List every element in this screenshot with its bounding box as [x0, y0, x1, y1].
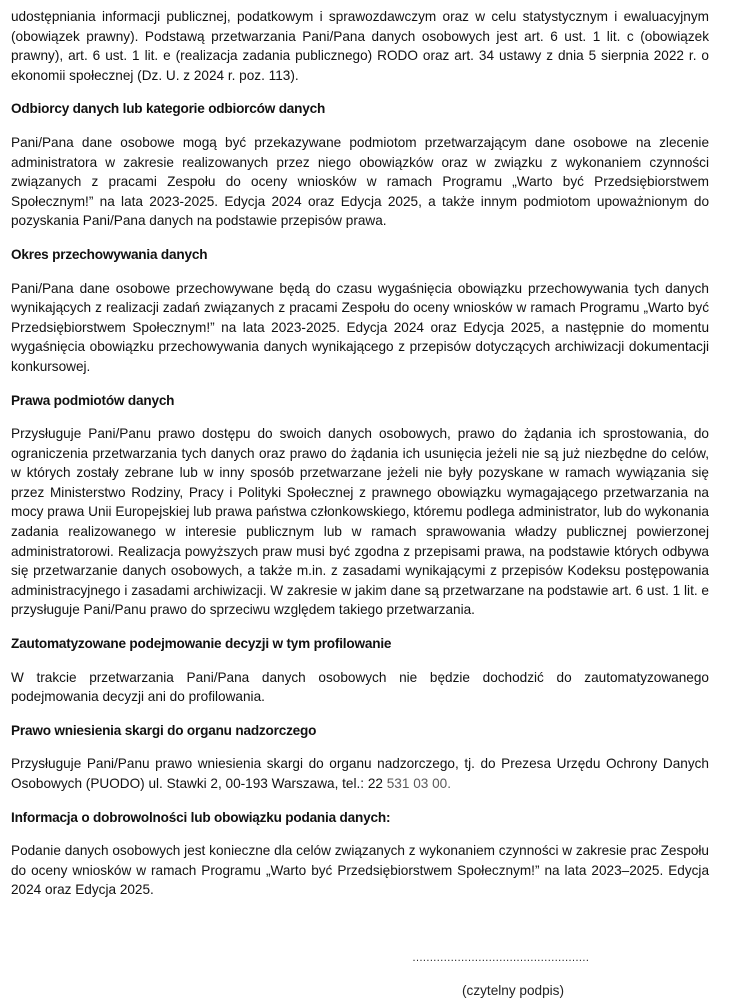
voluntary-paragraph: Podanie danych osobowych jest konieczne dla celów związanych z wykonaniem czynności w zakresie prac Zespołu do oceny wniosków w ramach Programu „Warto być Przedsiębiorstwem Społecznym!” na lata 2023–2025. Edycja 2024 oraz Edycja 2025. [11, 843, 709, 898]
complaint-heading: Prawo wniesienia skargi do organu nadzorczego [11, 722, 317, 738]
complaint-paragraph [11, 754, 709, 793]
voluntary-heading: Informacja o dobrowolności lub obowiązku podania danych: [11, 809, 391, 825]
intro-paragraph: udostępniania informacji publicznej, podatkowym i sprawozdawczym oraz w celu statystycznym i ewaluacyjnym (obowiązek prawny). Podstawą przetwarzania Pani/Pana danych osobowych jest art. 6 ust. 1 lit. c (obowiązek prawny), art. 6 ust. 1 lit. e (realizacja zadania publicznego) RODO oraz art. 34 ustawy z dnia 5 sierpnia 2022 r. o ekonomii społecznej (Dz. U. z 2024 r. poz. 113). [11, 9, 709, 83]
document-page [11, 7, 709, 900]
signature-line: …………………………………………… [412, 952, 589, 964]
complaint-text: Przysługuje Pani/Panu prawo wniesienia skargi do organu nadzorczego, tj. do Prezesa Urzędu Ochrony Danych Osobowych (PUODO) ul. Stawki 2, 00-193 Warszawa, tel.: 22 [11, 756, 709, 791]
signature-caption: (czytelny podpis) [462, 983, 564, 998]
retention-paragraph: Pani/Pana dane osobowe przechowywane będą do czasu wygaśnięcia obowiązku przechowywania tych danych wynikających z realizacji zadań związanych z pracami Zespołu do oceny wniosków w ramach Programu „Warto być Przedsiębiorstwem Społecznym!” na lata 2023-2025. Edycja 2024 oraz Edycja 2025, a następnie do momentu wygaśnięcia obowiązku przechowywania danych wynikającego z przepisów dotyczących archiwizacji dokumentacji konkursowej. [11, 280, 709, 374]
retention-heading: Okres przechowywania danych [11, 246, 208, 262]
recipients-paragraph: Pani/Pana dane osobowe mogą być przekazywane podmiotom przetwarzającym dane osobowe na zlecenie administratora w zakresie realizowanych przez niego obowiązków oraz w związku z wykonaniem czynności związanych z pracami Zespołu do oceny wniosków w ramach Programu „Warto być Przedsiębiorstwem Społecznym!” na lata 2023-2025. Edycja 2024 oraz Edycja 2025, a także innym podmiotom upoważnionym do pozyskania Pani/Pana danych na podstawie przepisów prawa. [11, 134, 709, 229]
recipients-heading: Odbiorcy danych lub kategorie odbiorców danych [11, 101, 326, 117]
rights-paragraph: Przysługuje Pani/Panu prawo dostępu do swoich danych osobowych, prawo do żądania ich sprostowania, do ograniczenia przetwarzania tych danych oraz prawo do żądania ich usunięcia jeżeli nie są już niezbędne do celów, w których zostały zebrane lub w inny sposób przetwarzane jeżeli nie były pozyskane w ramach wywiązania się przez Ministerstwo Rodziny, Pracy i Polityki Społecznej z prawnego obowiązku wymagającego przetwarzania na mocy prawa Unii Europejskiej lub prawa państwa członkowskiego, któremu podlega administrator, lub do wykonania zadania realizowanego w interesie publicznym lub w ramach sprawowania władzy publicznej powierzonej administratorowi. Realizacja powyższych praw musi być zgodna z przepisami prawa, na podstawie których odbywa się przetwarzanie danych osobowych, a także m.in. z zasadami wynikającymi z przepisów Kodeksu postępowania administracyjnego i zasadami archiwizacji. W zakresie w jakim dane są przetwarzane na podstawie art. 6 ust. 1 lit. e przysługuje Pani/Panu prawo do sprzeciwu względem takiego przetwarzania. [11, 426, 709, 618]
phone-number: 531 03 00. [386, 776, 451, 791]
automated-decisions-heading: Zautomatyzowane podejmowanie decyzji w tym profilowanie [11, 636, 392, 652]
rights-heading: Prawa podmiotów danych [11, 392, 175, 408]
automated-decisions-paragraph: W trakcie przetwarzania Pani/Pana danych osobowych nie będzie dochodzić do zautomatyzowanego podejmowania decyzji ani do profilowania. [11, 669, 709, 705]
